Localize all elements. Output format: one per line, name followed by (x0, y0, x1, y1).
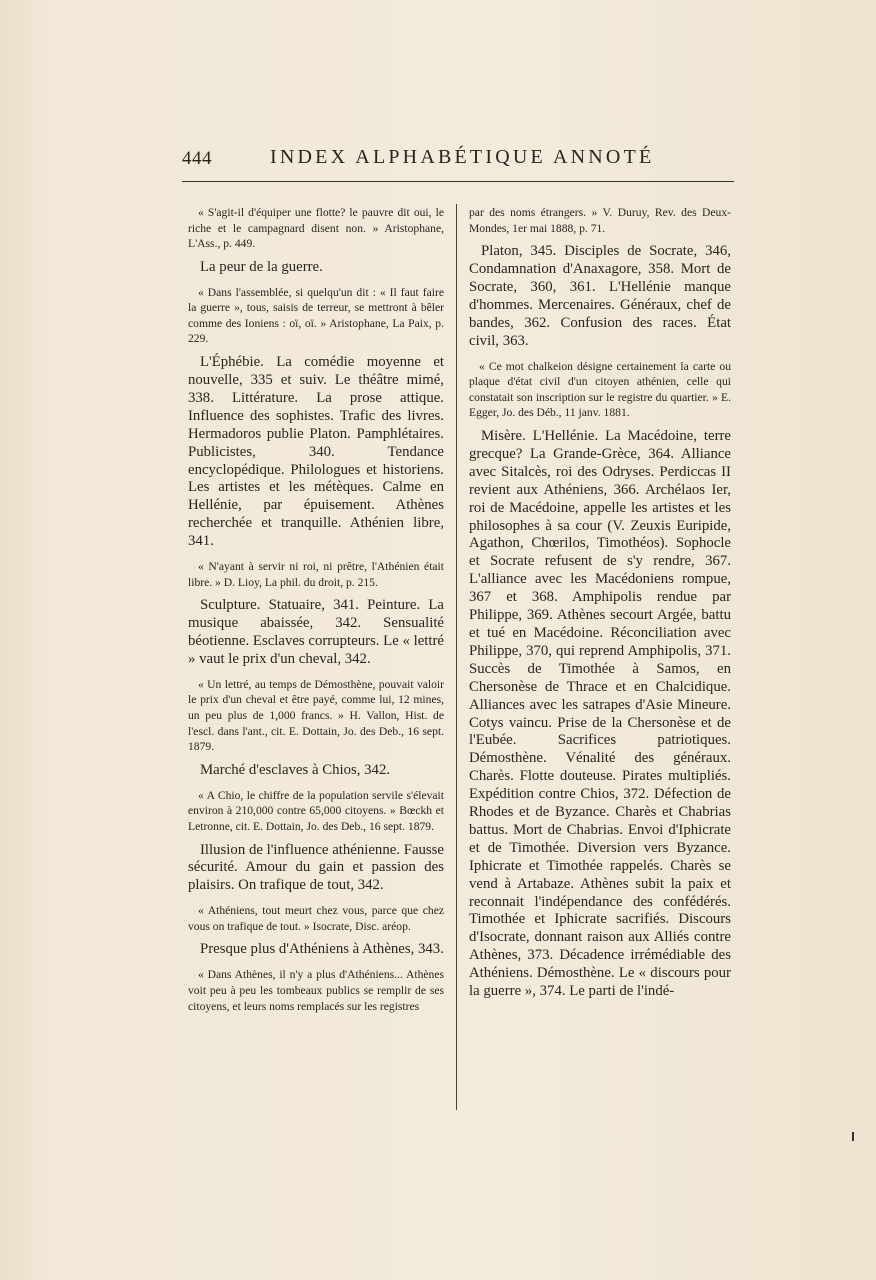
index-entry: Marché d'esclaves à Chios, 342. (200, 761, 391, 778)
page-header (182, 146, 734, 176)
right-column (469, 205, 731, 1009)
page-number: 444 (182, 148, 212, 169)
quote-paragraph: « S'agit-il d'équiper une flotte? le pauvre dit oui, le riche et le campagnard disent non. » Aristophane, L'Ass., p. 449. (188, 206, 444, 251)
quote-paragraph: « Dans Athènes, il n'y a plus d'Athéniens... Athènes voit peu à peu les tombeaux publics se remplir de ses citoyens, et leurs noms remplacés sur les registres (188, 968, 444, 1013)
index-entry: Platon, 345. Disciples de Socrate, 346, Condamnation d'Anaxagore, 358. Mort de Socrate, 360, 361. L'Hellénie manque d'hommes. Mercenaires. Généraux, chef de bandes, 362. Confusion des races. État civil, 363. (469, 243, 731, 349)
quote-paragraph: « Ce mot chalkeion désigne certainement la carte ou plaque d'état civil d'un citoyen athénien, celle qui constatait son inscription sur le registre du quartier. » E. Egger, Jo. des Déb., 11 janv. 1881. (469, 359, 731, 420)
index-entry: Illusion de l'influence athénienne. Fausse sécurité. Amour du gain et passion des plaisirs. On trafique de tout, 342. (188, 841, 444, 894)
quote-paragraph: « N'ayant à servir ni roi, ni prêtre, l'Athénien était libre. » D. Lioy, La phil. du droit, p. 215. (188, 560, 444, 589)
quote-paragraph: « Un lettré, au temps de Démosthène, pouvait valoir le prix d'un cheval et être payé, comme lui, 12 mines, un peu plus de 1,000 francs. » H. Vallon, Hist. de l'escl. dans l'ant., cit. E. Dottain, Jo. des Deb., 16 sept. 1879. (188, 677, 444, 754)
margin-mark (852, 1132, 854, 1141)
index-entry: La peur de la guerre. (200, 258, 323, 275)
running-title: INDEX ALPHABÉTIQUE ANNOTÉ (270, 146, 655, 168)
quote-paragraph: « Dans l'assemblée, si quelqu'un dit : « Il faut faire la guerre », tous, saisis de terreur, se mettront à bêler comme des Ioniens : oï, oï. » Aristophane, La Paix, p. 229. (188, 285, 444, 346)
quote-paragraph: « A Chio, le chiffre de la population servile s'élevait environ à 210,000 contre 65,000 citoyens. » Bœckh et Letronne, cit. E. Dottain, Jo. des Deb., 16 sept. 1879. (188, 788, 444, 833)
index-entry: Misère. L'Hellénie. La Macédoine, terre grecque? La Grande-Grèce, 364. Alliance avec Sitalcès, roi des Odryses. Perdiccas II revient aux Athéniens, 366. Archélaos Ier, roi de Macédoine, appelle les artistes et les philosophes à sa cour (V. Zeuxis Euripide, Agathon, Chœrilos, Timothéos). Sophocle et Socrate refusent de s'y rendre, 367. L'alliance avec les Macédoniens rompue, 367 et 368. Amphipolis rendue par Philippe, 369. Athènes secourt Argée, battu et tué en Macédoine. Réconciliation avec Philippe, 370, qui reprend Amphipolis, 371. Succès de Timothée à Samos, en Chersonèse de Thrace et en Chalcidique. Alliances avec les satrapes d'Asie Mineure. Cotys vaincu. Prise de la Chersonèse et de l'Eubée. Sacrifices patriotiques. Démosthène. Vénalité des généraux. Charès. Flotte douteuse. Pirates multipliés. Expédition contre Chios, 372. Défection de Rhodes et de Byzance. Charès et Chabrias battus. Mort de Chabrias. Envoi d'Iphicrate et de Timothée. Diversion vers Byzance. Iphicrate et Timothée rappelés. Charès se vend à Artabaze. Athènes subit la paix et reconnait l'indépendance des confédérés. Timothée et Iphicrate sacrifiés. Discours d'Isocrate, donnant raison aux Alliés contre Athènes, 373. Décadence irrémédiable des Athéniens. Démosthène. Le « discours pour la guerre », 374. Le parti de l'indé- (469, 428, 731, 1000)
left-column (188, 205, 444, 1021)
index-entry: L'Éphébie. La comédie moyenne et nouvelle, 335 et suiv. Le théâtre mimé, 338. Littérature. La prose attique. Influence des sophistes. Trafic des livres. Hermadoros publie Platon. Pamphlétaires. Publicistes, 340. Tendance encyclopédique. Philologues et historiens. Les artistes et les métèques. Calme en Hellénie, par épuisement. Athènes recherchée et tranquille. Athénien libre, 341. (188, 354, 444, 550)
column-divider (456, 204, 457, 1110)
header-rule (182, 181, 734, 182)
quote-continuation: par des noms étrangers. » V. Duruy, Rev. des Deux-Mondes, 1er mai 1888, p. 71. (469, 206, 731, 235)
quote-paragraph: « Athéniens, tout meurt chez vous, parce que chez vous on trafique de tout. » Isocrate, Disc. aréop. (188, 904, 444, 933)
index-entry: Sculpture. Statuaire, 341. Peinture. La musique abaissée, 342. Sensualité béotienne. Esclaves corrupteurs. Le « lettré » vaut le prix d'un cheval, 342. (188, 597, 444, 667)
index-entry: Presque plus d'Athéniens à Athènes, 343. (200, 941, 444, 958)
